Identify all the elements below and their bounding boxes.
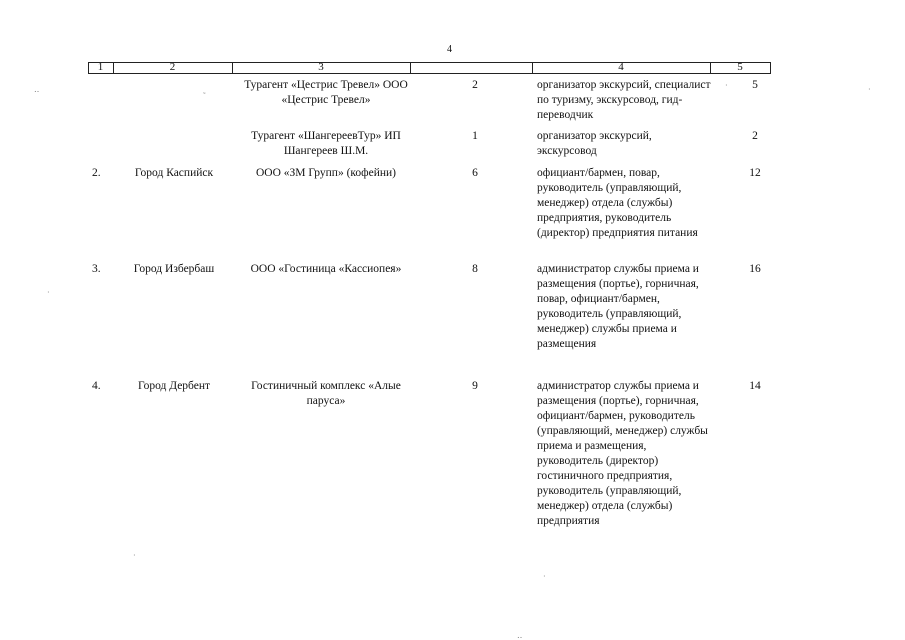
page-number: 4 — [447, 44, 452, 55]
row-total: 14 — [749, 380, 761, 392]
row-count: 9 — [472, 380, 478, 392]
scan-speck: · — [868, 85, 871, 94]
row-professions: администратор службы приема и размещения (портье), горничная, официант/бармен, руководитель (управляющий, менеджер) службы приема и размещения, руководитель (директор) гостиничного предприятия, руководитель (управляющий, менеджер) отдела (службы) предприятия — [537, 380, 708, 527]
row-count: 2 — [472, 79, 478, 91]
header-col-4: 4 — [618, 61, 624, 73]
table-header-bottom-border — [88, 73, 770, 74]
row-org: ООО «ЗМ Групп» (кофейни) — [255, 167, 397, 179]
row-city: Город Дербент — [137, 380, 211, 392]
scan-speck: ‥ — [517, 631, 523, 640]
row-count: 8 — [472, 263, 478, 275]
row-number: 2. — [92, 167, 101, 179]
row-total: 5 — [752, 79, 758, 91]
header-col-1: 1 — [97, 61, 104, 73]
row-professions: официант/бармен, повар, руководитель (управляющий, менеджер) отдела (службы) предприятия, руководитель (директор) предприятия питания — [537, 167, 698, 239]
scan-speck: ‥ — [34, 85, 40, 94]
scan-speck: · — [725, 81, 728, 90]
row-org: Гостиничный комплекс «Алые паруса» — [251, 380, 401, 407]
header-col-2: 2 — [169, 61, 176, 73]
table-header-divider — [770, 62, 771, 74]
row-count: 1 — [472, 130, 478, 142]
row-professions: администратор службы приема и размещения (портье), горничная, повар, официант/бармен, руководитель (управляющий, менеджер) службы приема и размещения — [537, 263, 699, 350]
row-count: 6 — [472, 167, 478, 179]
scan-speck: ˷ — [203, 85, 206, 94]
row-city: Город Избербаш — [133, 263, 215, 275]
row-org: ООО «Гостиница «Кассиопея» — [250, 263, 402, 275]
header-col-5: 5 — [737, 61, 743, 73]
scan-speck: · — [133, 551, 136, 560]
row-city: Город Каспийск — [134, 167, 214, 179]
row-number: 3. — [92, 263, 101, 275]
row-total: 12 — [749, 167, 761, 179]
scan-speck: · — [543, 572, 546, 581]
scan-speck: · — [47, 288, 50, 297]
row-total: 2 — [752, 130, 758, 142]
row-total: 16 — [749, 263, 761, 275]
row-professions: организатор экскурсий, специалист по туризму, экскурсовод, гид-переводчик — [537, 79, 711, 121]
header-col-3: 3 — [318, 61, 324, 73]
row-number: 4. — [92, 380, 101, 392]
row-professions: организатор экскурсий, экскурсовод — [537, 130, 652, 157]
row-org: Турагент «Цестрис Тревел» ООО «Цестрис Тревел» — [244, 79, 408, 106]
table-header-divider — [410, 62, 411, 74]
row-org: Турагент «ШангереевТур» ИП Шангереев Ш.М. — [251, 130, 401, 157]
